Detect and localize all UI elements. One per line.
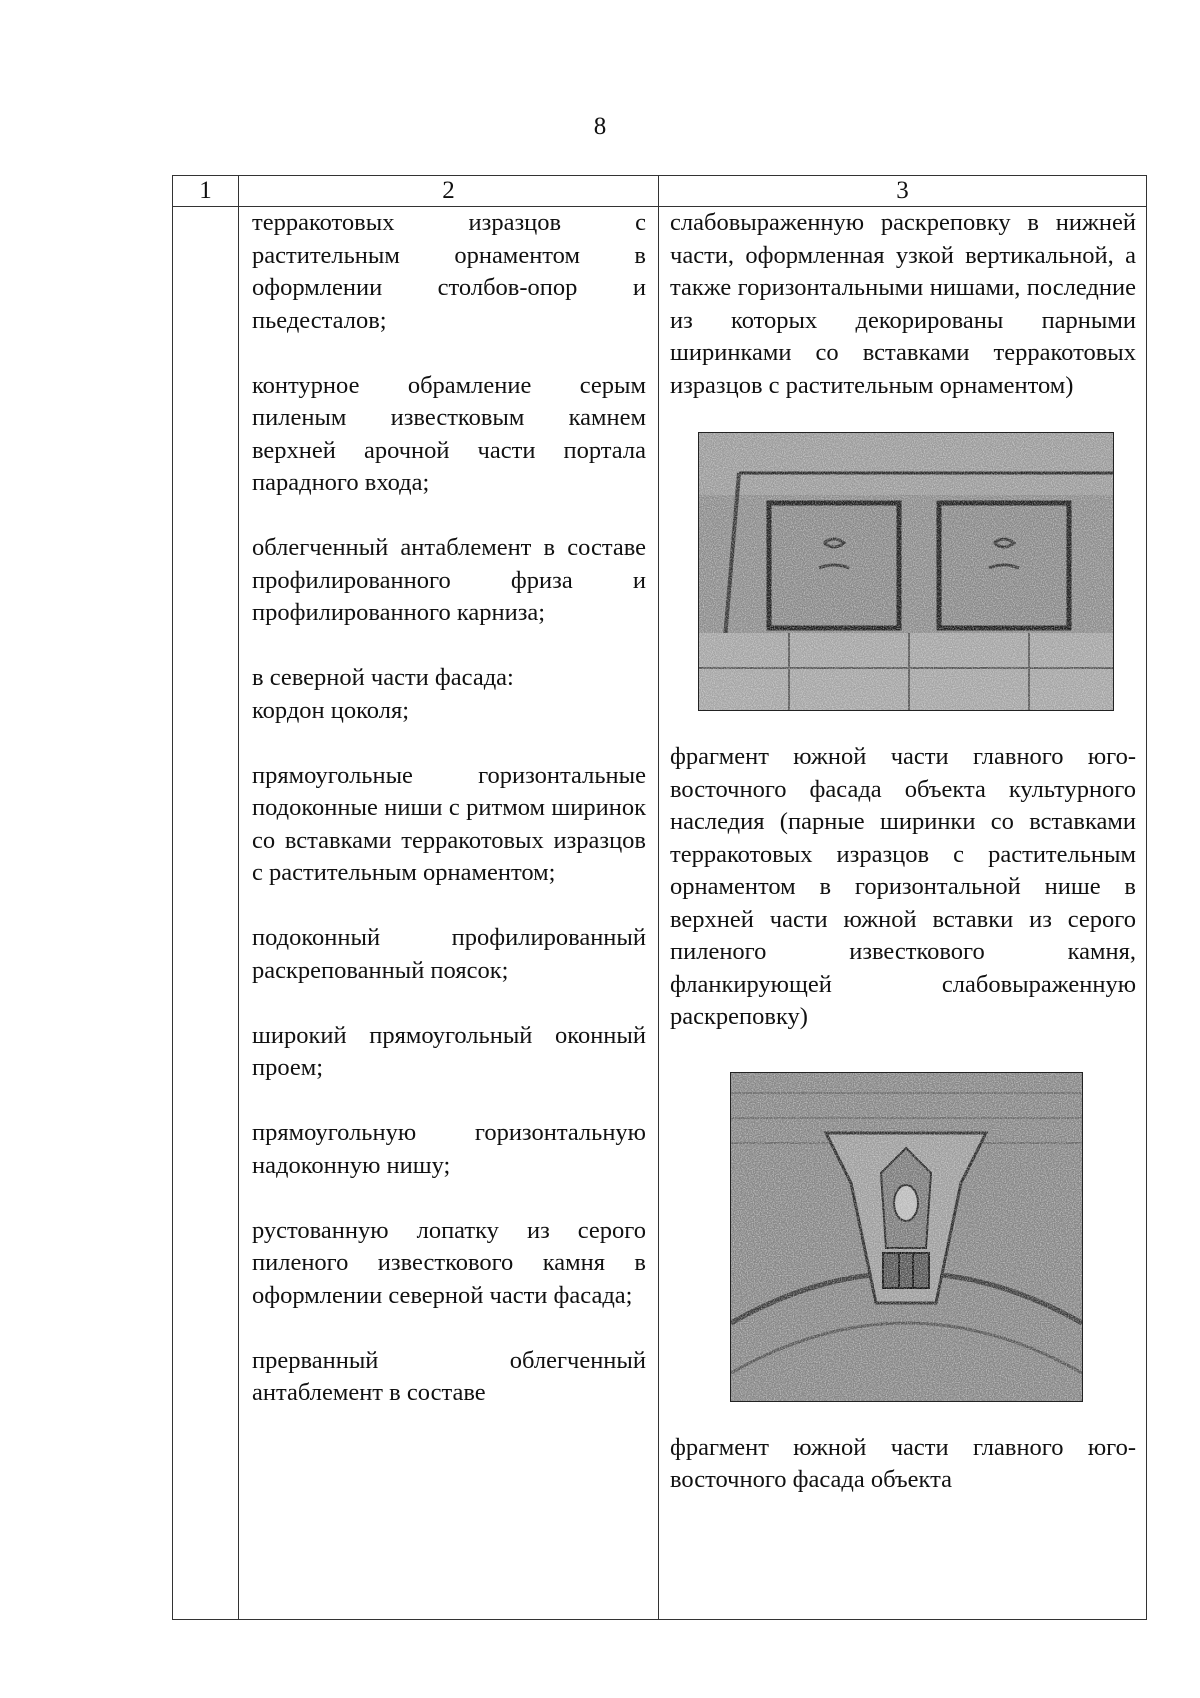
header-col-3: 3 (659, 176, 1147, 207)
list-item: контурное обрамление серым пиленым известковым камнем верхней арочной части портала парадного входа; (252, 371, 646, 496)
document-table (172, 175, 1147, 1620)
list-item: кордон цоколя; (252, 696, 410, 724)
list-item: в северной части фасада: (252, 664, 514, 691)
portal-keystone-photo (730, 1072, 1083, 1402)
header-col-2: 2 (239, 176, 659, 207)
photo-caption: фрагмент южной части главного юго-восточного фасада объекта культурного наследия (парные ширинки со вставками терракотовых изразцов с растительным орнаментом в горизонтальной нише в верхней части южной вставки из серого пиленого известкового камня, фланкирующей слабовыраженную раскреповку) (670, 743, 1136, 1030)
col-2-cell (239, 207, 659, 1620)
list-item: подоконный профилированный раскрепованный поясок; (252, 924, 646, 984)
list-item: терракотовых изразцов с растительным орнаментом в оформлении столбов-опор и пьедесталов; (252, 209, 646, 334)
col-3-cell (659, 207, 1147, 1620)
col-1-cell (173, 207, 239, 1620)
list-item: широкий прямоугольный оконный проем; (252, 1021, 646, 1081)
table-header-row (173, 176, 1147, 207)
list-item: рустованную лопатку из серого пиленого известкового камня в оформлении северной части фасада; (252, 1216, 646, 1309)
list-item: прямоугольные горизонтальные подоконные ниши с ритмом ширинок со вставками терракотовых изразцов с растительным орнаментом; (252, 761, 646, 886)
photo-caption: фрагмент южной части главного юго-восточного фасада объекта (670, 1433, 1136, 1493)
list-item: прерванный облегченный антаблемент в составе (252, 1346, 646, 1406)
header-col-1: 1 (173, 176, 239, 207)
list-item: облегченный антаблемент в составе профилированного фриза и профилированного карниза; (252, 534, 646, 626)
page-number: 8 (593, 113, 607, 140)
intro-text: слабовыраженную раскреповку в нижней части, оформленная узкой вертикальной, а также горизонтальными нишами, последние из которых декорированы парными ширинками со вставками терракотовых изразцов с растительным орнаментом) (670, 209, 1136, 399)
list-item: прямоугольную горизонтальную надоконную нишу; (252, 1119, 646, 1179)
table-row (173, 207, 1147, 1620)
facade-niche-photo (698, 432, 1114, 711)
